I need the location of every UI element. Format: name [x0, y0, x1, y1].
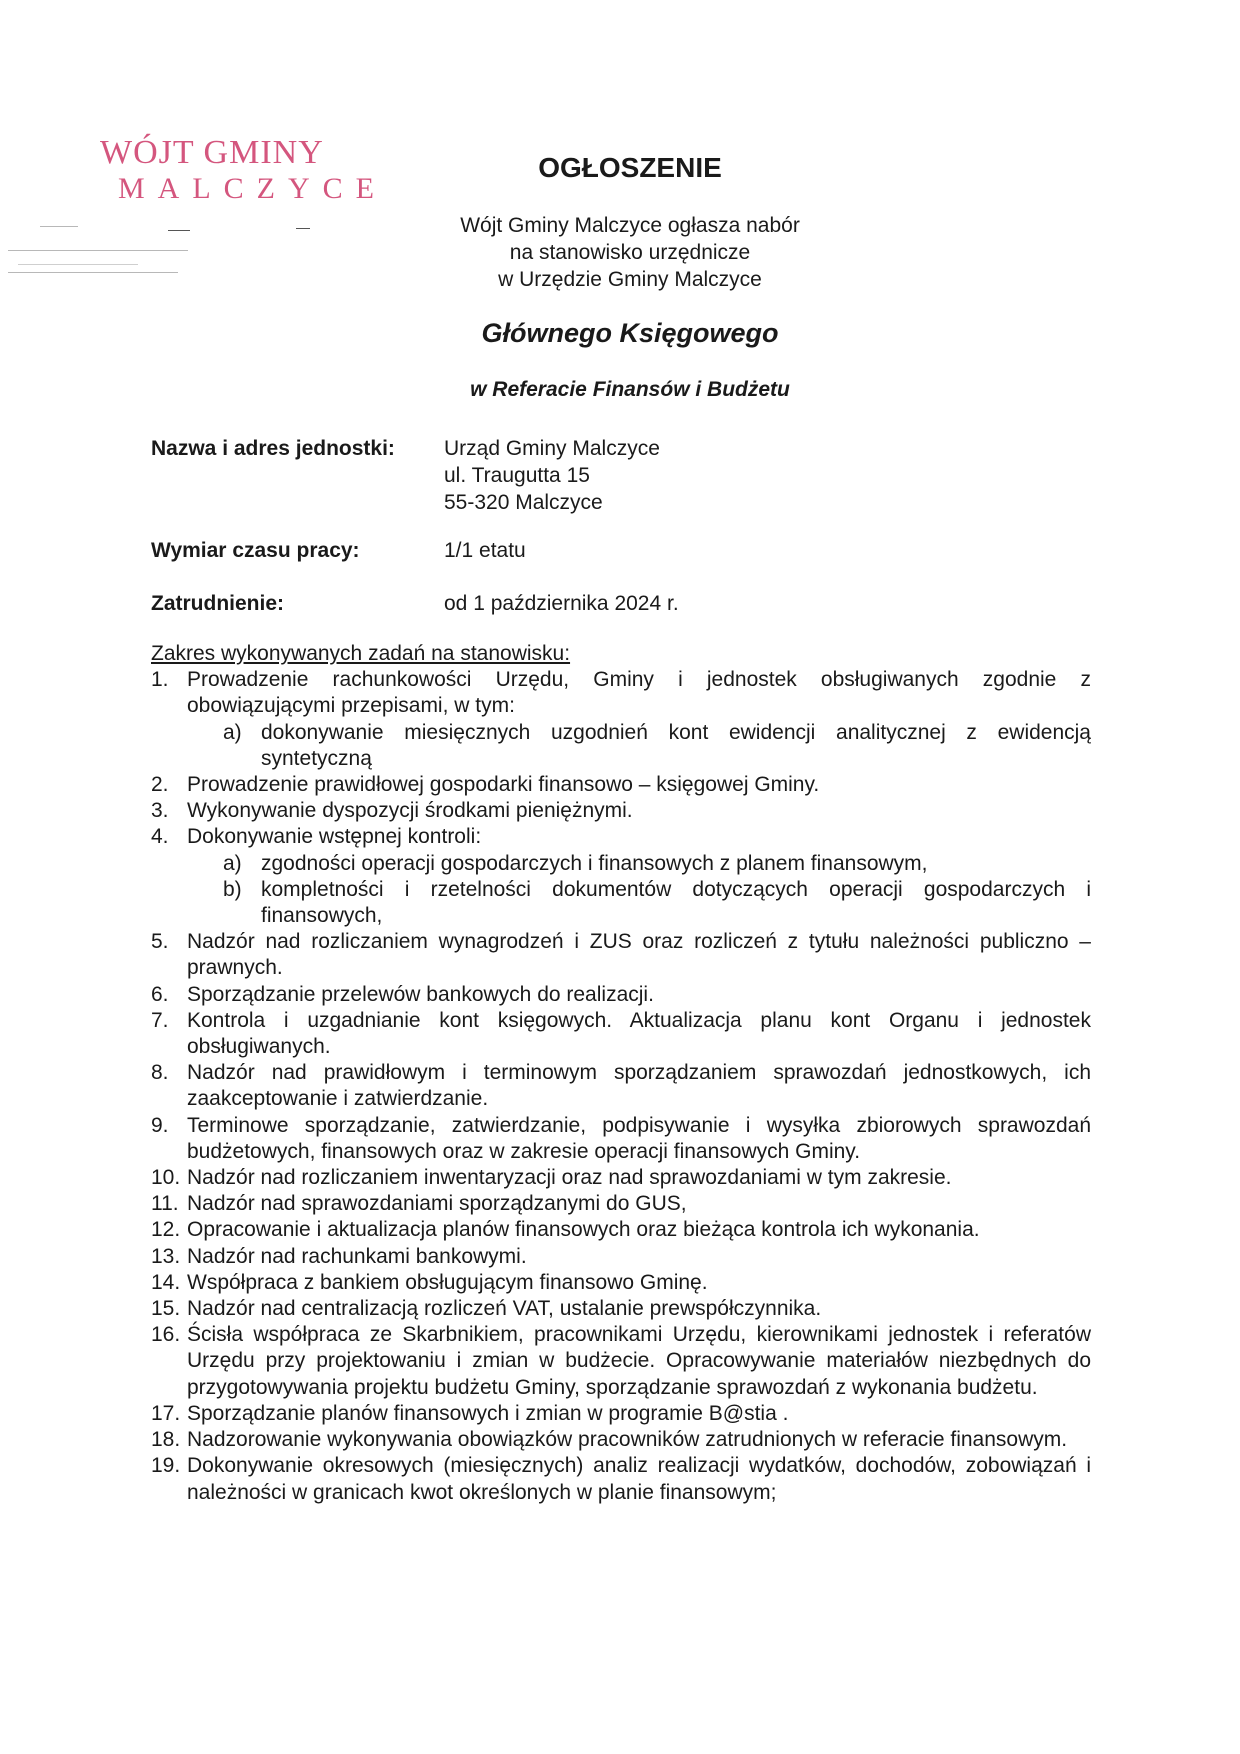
duty-text: Wykonywanie dyspozycji środkami pieniężnymi. [187, 799, 633, 823]
duty-number: 8. [151, 1061, 169, 1085]
duty-text: Sporządzanie planów finansowych i zmian w programie B@stia . [187, 1401, 789, 1425]
intro-line: na stanowisko urzędnicze [509, 241, 751, 264]
unit-address [444, 435, 660, 516]
employment-value: od 1 października 2024 r. [444, 592, 679, 615]
duty-item [151, 798, 1091, 824]
duty-item [151, 1296, 1091, 1322]
duty-number: 12. [151, 1218, 181, 1242]
duties-heading: Zakres wykonywanych zadań na stanowisku: [151, 642, 571, 665]
duties-section [151, 641, 1091, 1506]
intro-line: w Urzędzie Gminy Malczyce [498, 268, 762, 291]
intro-text [380, 212, 880, 293]
signature-lines [8, 220, 208, 280]
duty-text: Współpraca z bankiem obsługującym finansowo Gminę. [187, 1270, 708, 1294]
subitem-text: kompletności i rzetelności dokumentów dotyczących operacji gospodarczych i finansowych, [261, 877, 1091, 928]
duty-item [151, 1322, 1091, 1401]
duty-number: 19. [151, 1454, 181, 1478]
duty-subitem [151, 851, 1091, 877]
duty-number: 16. [151, 1323, 181, 1347]
duty-number: 3. [151, 799, 169, 823]
unit-label: Nazwa i adres jednostki: [151, 437, 395, 460]
duty-item [151, 667, 1091, 719]
page-title: OGŁOSZENIE [538, 152, 722, 183]
duty-number: 14. [151, 1270, 181, 1294]
duty-item [151, 1401, 1091, 1427]
duty-item [151, 1060, 1091, 1112]
duty-item [151, 772, 1091, 798]
duty-text: Nadzorowanie wykonywania obowiązków pracowników zatrudnionych w referacie finansowym. [187, 1428, 1068, 1452]
duty-text: Kontrola i uzgadnianie kont księgowych. Aktualizacja planu kont Organu i jednostek obsługiwanych. [187, 1008, 1091, 1059]
subitem-label: a) [223, 720, 242, 744]
subitem-text: zgodności operacji gospodarczych i finansowych z planem finansowym, [261, 851, 928, 875]
position-title: Głównego Księgowego [481, 318, 779, 348]
duty-text: Dokonywanie okresowych (miesięcznych) analiz realizacji wydatków, dochodów, zobowiązań i należności w granicach kwot określonych w planie finansowym; [187, 1454, 1091, 1504]
duty-number: 4. [151, 825, 169, 849]
subitem-text: dokonywanie miesięcznych uzgodnień kont ewidencji analitycznej z ewidencją syntetyczną [261, 720, 1091, 770]
duty-text: Opracowanie i aktualizacja planów finansowych oraz bieżąca kontrola ich wykonania. [187, 1218, 980, 1242]
duty-text: Nadzór nad rozliczaniem inwentaryzacji oraz nad sprawozdaniami w tym zakresie. [187, 1166, 952, 1190]
duty-text: Terminowe sporządzanie, zatwierdzanie, podpisywanie i wysyłka zbiorowych sprawozdań budżetowych, finansowych oraz w zakresie operacji finansowych Gminy. [187, 1113, 1091, 1163]
duty-text: Nadzór nad rozliczaniem wynagrodzeń i ZUS oraz rozliczeń z tytułu należności publiczno – prawnych. [187, 930, 1091, 980]
duty-number: 5. [151, 930, 169, 954]
duty-item [151, 982, 1091, 1008]
duty-item [151, 1270, 1091, 1296]
duty-text: Nadzór nad sprawozdaniami sporządzanymi do GUS, [187, 1192, 687, 1216]
subitem-label: a) [223, 851, 242, 875]
stamp-line-1: WÓJT GMINY [100, 134, 324, 171]
address-line: Urząd Gminy Malczyce [444, 437, 660, 460]
duty-item [151, 1008, 1091, 1060]
duty-text: Sporządzanie przelewów bankowych do realizacji. [187, 982, 654, 1006]
duty-number: 9. [151, 1113, 169, 1137]
duty-subitem [151, 877, 1091, 929]
duty-text: Prowadzenie prawidłowej gospodarki finansowo – księgowej Gminy. [187, 773, 820, 797]
duty-number: 13. [151, 1244, 181, 1268]
duty-item [151, 1165, 1091, 1191]
address-line: ul. Traugutta 15 [444, 464, 590, 487]
duty-item [151, 1244, 1091, 1270]
duty-number: 18. [151, 1428, 181, 1452]
duty-item [151, 1217, 1091, 1243]
employment-label: Zatrudnienie: [151, 592, 285, 615]
duty-number: 1. [151, 668, 169, 692]
work-time-value: 1/1 etatu [444, 539, 526, 562]
duty-number: 11. [151, 1192, 179, 1216]
work-time-label: Wymiar czasu pracy: [151, 539, 360, 562]
intro-line: Wójt Gminy Malczyce ogłasza nabór [460, 214, 800, 237]
duty-item [151, 1191, 1091, 1217]
duty-item [151, 1427, 1091, 1453]
duties-list [151, 667, 1091, 1506]
duty-text: Nadzór nad rachunkami bankowymi. [187, 1244, 527, 1268]
stamp-line-2: MALCZYCE [118, 172, 387, 205]
duty-subitem [151, 720, 1091, 772]
duty-number: 6. [151, 982, 169, 1006]
duty-item [151, 1453, 1091, 1505]
department-name: w Referacie Finansów i Budżetu [470, 378, 790, 401]
duty-item [151, 824, 1091, 850]
duty-text: Nadzór nad centralizacją rozliczeń VAT, ustalanie prewspółczynnika. [187, 1297, 822, 1321]
official-stamp [100, 134, 387, 206]
duty-text: Prowadzenie rachunkowości Urzędu, Gminy i jednostek obsługiwanych zgodnie z obowiązującymi przepisami, w tym: [187, 668, 1091, 718]
duty-text: Ścisła współpraca ze Skarbnikiem, pracownikami Urzędu, kierownikami jednostek i referatów Urzędu przy projektowaniu i zmian w budżecie. Opracowywanie materiałów niezbędnych do przygotowywania projektu budżetu Gminy, sporządzanie sprawozdań z wykonania budżetu. [187, 1323, 1091, 1399]
duty-text: Nadzór nad prawidłowym i terminowym sporządzaniem sprawozdań jednostkowych, ich zaakceptowanie i zatwierdzanie. [187, 1061, 1091, 1111]
duty-number: 2. [151, 773, 169, 797]
duty-number: 17. [151, 1401, 181, 1425]
duty-text: Dokonywanie wstępnej kontroli: [187, 825, 482, 849]
duty-number: 10. [151, 1166, 181, 1190]
duty-number: 15. [151, 1297, 181, 1321]
duty-number: 7. [151, 1008, 169, 1032]
duty-item [151, 929, 1091, 981]
duty-item [151, 1113, 1091, 1165]
address-line: 55-320 Malczyce [444, 491, 603, 514]
subitem-label: b) [223, 877, 242, 901]
